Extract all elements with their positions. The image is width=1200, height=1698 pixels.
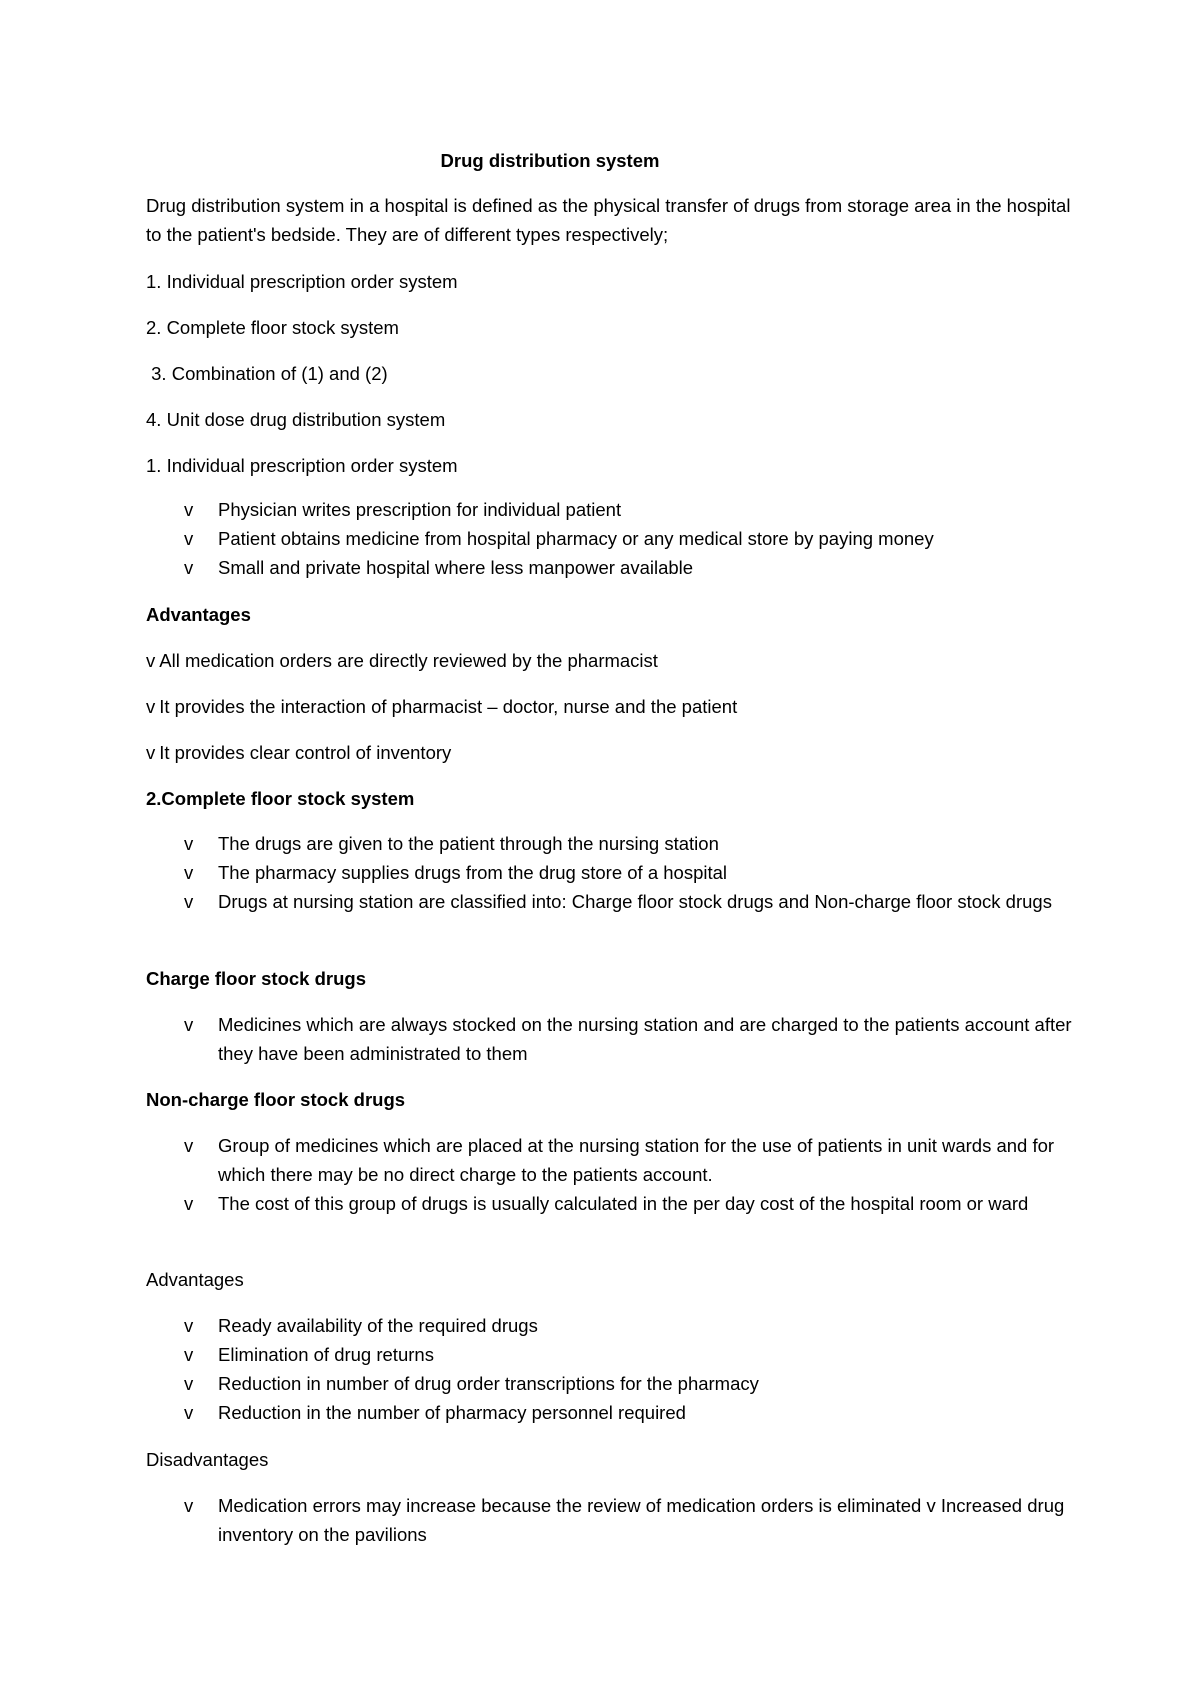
advantage-text: All medication orders are directly reviewed by the pharmacist [159, 650, 658, 671]
charge-bullet-list [146, 1010, 1076, 1068]
advantage-text: It provides clear control of inventory [159, 742, 452, 763]
section2-advantages-list [146, 1311, 1076, 1427]
list-item [146, 1311, 1076, 1340]
list-item-text: The cost of this group of drugs is usually calculated in the per day cost of the hospital room or ward [218, 1193, 1029, 1214]
type-item-4: 4. Unit dose drug distribution system [146, 409, 446, 430]
intro-paragraph: Drug distribution system in a hospital is defined as the physical transfer of drugs from storage area in the hospital to the patient's bedside. They are of different types respectively; [146, 195, 1071, 245]
list-item [146, 1369, 1076, 1398]
bullet-mark: v [184, 1402, 194, 1423]
bullet-mark: v [184, 557, 194, 578]
bullet-mark: v [184, 862, 194, 883]
list-item-text: Ready availability of the required drugs [218, 1315, 538, 1336]
section2-disadvantages-list [146, 1491, 1076, 1549]
list-item [146, 829, 1076, 858]
noncharge-floor-stock-heading: Non-charge floor stock drugs [146, 1089, 406, 1110]
list-item-text: Drugs at nursing station are classified into: Charge floor stock drugs and Non-charge floor stock drugs [218, 891, 1052, 912]
list-item [146, 887, 1076, 916]
bullet-mark: v [146, 696, 156, 717]
list-item-text: Elimination of drug returns [218, 1344, 434, 1365]
list-item [146, 1131, 1076, 1189]
bullet-mark: v [184, 1014, 194, 1035]
type-item-3: 3. Combination of (1) and (2) [146, 363, 388, 384]
list-item [146, 1398, 1076, 1427]
charge-floor-stock-heading: Charge floor stock drugs [146, 968, 366, 989]
section2-disadvantages-heading: Disadvantages [146, 1449, 269, 1470]
bullet-mark: v [184, 528, 194, 549]
bullet-mark: v [184, 1373, 194, 1394]
section1-advantages-heading: Advantages [146, 604, 251, 625]
noncharge-bullet-list [146, 1131, 1076, 1218]
section1-bullet-list [146, 495, 1076, 582]
section1-advantage-1 [146, 646, 1076, 675]
list-item [146, 858, 1076, 887]
list-item [146, 1189, 1076, 1218]
page-title: Drug distribution system [440, 150, 660, 171]
bullet-mark: v [184, 1135, 194, 1156]
list-item-text: Medication errors may increase because the review of medication orders is eliminated v Increased drug inventory on the pavilions [218, 1495, 1065, 1545]
list-item [146, 495, 1076, 524]
list-item [146, 553, 1076, 582]
list-item [146, 1340, 1076, 1369]
section1-heading: 1. Individual prescription order system [146, 455, 458, 476]
bullet-mark: v [184, 1315, 194, 1336]
list-item-text: The drugs are given to the patient through the nursing station [218, 833, 719, 854]
bullet-mark: v [184, 891, 194, 912]
section1-advantage-2 [146, 692, 1076, 721]
list-item [146, 1010, 1076, 1068]
bullet-mark: v [146, 742, 156, 763]
advantage-text: It provides the interaction of pharmacist – doctor, nurse and the patient [159, 696, 738, 717]
type-item-1: 1. Individual prescription order system [146, 271, 458, 292]
type-item-2: 2. Complete floor stock system [146, 317, 399, 338]
bullet-mark: v [146, 650, 156, 671]
section2-advantages-heading: Advantages [146, 1269, 244, 1290]
section2-heading: 2.Complete floor stock system [146, 788, 415, 809]
list-item-text: Group of medicines which are placed at the nursing station for the use of patients in unit wards and for which there may be no direct charge to the patients account. [218, 1135, 1055, 1185]
list-item-text: Physician writes prescription for individual patient [218, 499, 622, 520]
bullet-mark: v [184, 1495, 194, 1516]
list-item-text: Medicines which are always stocked on the nursing station and are charged to the patients account after they have been administrated to them [218, 1014, 1072, 1064]
list-item-text: Reduction in the number of pharmacy personnel required [218, 1402, 686, 1423]
list-item [146, 524, 1076, 553]
list-item-text: Small and private hospital where less manpower available [218, 557, 694, 578]
bullet-mark: v [184, 1344, 194, 1365]
list-item-text: Patient obtains medicine from hospital pharmacy or any medical store by paying money [218, 528, 934, 549]
section1-advantage-3 [146, 738, 1076, 767]
section2-bullet-list [146, 829, 1076, 916]
bullet-mark: v [184, 1193, 194, 1214]
list-item-text: Reduction in number of drug order transcriptions for the pharmacy [218, 1373, 759, 1394]
bullet-mark: v [184, 833, 194, 854]
list-item [146, 1491, 1076, 1549]
list-item-text: The pharmacy supplies drugs from the drug store of a hospital [218, 862, 728, 883]
bullet-mark: v [184, 499, 194, 520]
